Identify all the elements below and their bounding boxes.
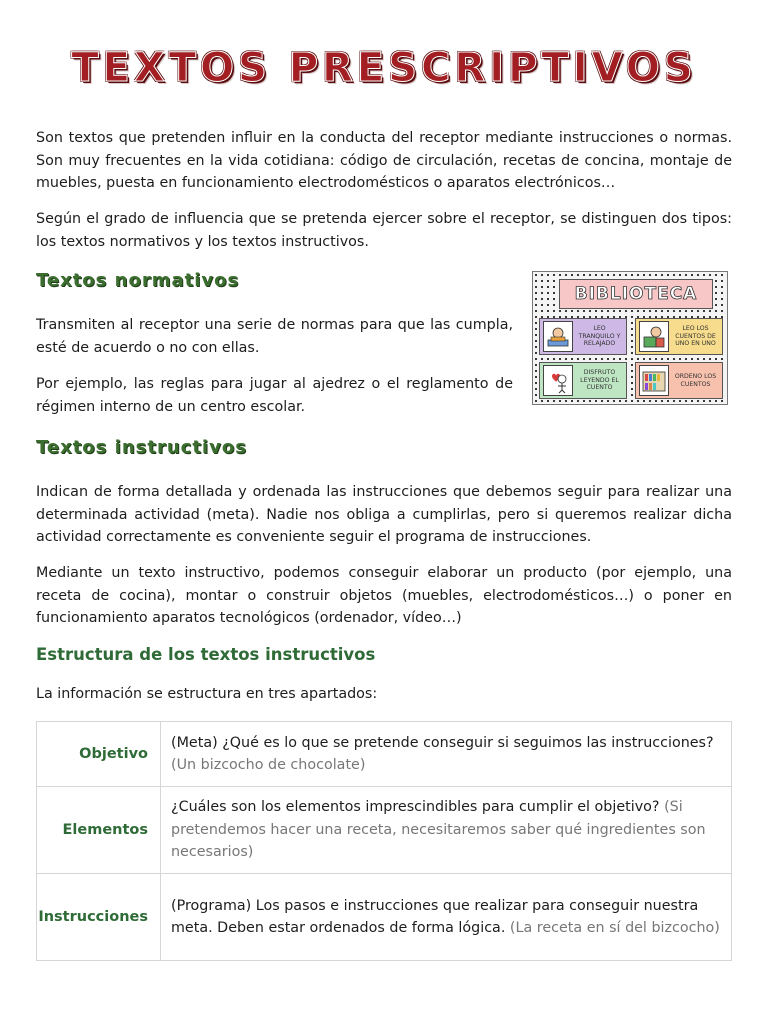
normativos-paragraph-2: Por ejemplo, las reglas para jugar al ajedrez o el reglamento de régimen interno de un centro escolar.: [36, 376, 513, 415]
table-row: [37, 722, 732, 787]
page-title: TEXTOS PRESCRIPTIVOS: [71, 45, 697, 91]
bookshelf-icon: [639, 365, 669, 396]
section-heading-normativos: Textos normativos: [36, 270, 240, 291]
heart-child-icon: [543, 365, 573, 396]
table-row-label: Elementos: [37, 787, 161, 874]
intro-paragraph-1: Son textos que pretenden influir en la conducta del receptor mediante instrucciones o normas. Son muy frecuentes en la vida cotidiana: código de circulación, recetas de concina, montaje de muebles, puesta en funcionamiento electrodomésticos o aparatos electrónicos…: [36, 130, 732, 191]
library-card-1: [539, 318, 627, 355]
library-banner: [559, 279, 713, 309]
section-heading-instructivos: Textos instructivos: [36, 437, 247, 458]
description-text: (Programa) Los pasos e instrucciones que realizar para conseguir nuestra meta. Deben estar ordenados de forma lógica.: [171, 897, 699, 936]
book-child-icon: [639, 321, 669, 352]
reading-child-icon: [543, 321, 573, 352]
table-row: [37, 787, 732, 874]
intro-paragraph-2: Según el grado de influencia que se pretenda ejercer sobre el receptor, se distinguen dos tipos: los textos normativos y los textos instructivos.: [36, 211, 732, 250]
structure-table: [36, 721, 732, 961]
subsection-heading-estructura: Estructura de los textos instructivos: [36, 645, 376, 664]
library-card-2-caption: LEO LOS CUENTOS DE UNO EN UNO: [675, 325, 716, 348]
instructivos-paragraph-1: Indican de forma detallada y ordenada las instrucciones que debemos seguir para realizar una determinada actividad (meta). Nadie nos obliga a cumplirlas, pero si queremos realizar dicha actividad correctamente es conveniente seguir el programa de instrucciones.: [36, 484, 732, 545]
table-row-label: Instrucciones: [37, 874, 161, 961]
library-card-3-caption: DISFRUTO LEYENDO EL CUENTO: [580, 369, 619, 392]
description-text: ¿Cuáles son los elementos imprescindibles para cumplir el objetivo?: [171, 799, 665, 816]
library-card-3: [539, 362, 627, 399]
table-row-description: [161, 722, 732, 787]
description-text: (Meta) ¿Qué es lo que se pretende conseguir si seguimos las instrucciones?: [171, 734, 714, 751]
table-row-description: [161, 787, 732, 874]
table-row-description: [161, 874, 732, 961]
library-banner-text: BIBLIOTECA: [574, 284, 698, 304]
normativos-paragraph-1: Transmiten al receptor una serie de normas para que las cumpla, esté de acuerdo o no con ellas.: [36, 317, 513, 356]
table-row: [37, 874, 732, 961]
description-example: (Un bizcocho de chocolate): [171, 757, 366, 773]
library-card-4: [635, 362, 723, 399]
estructura-intro: La información se estructura en tres apartados:: [36, 686, 378, 702]
library-card-1-caption: LEO TRANQUILO Y RELAJADO: [578, 325, 621, 348]
table-row-label: Objetivo: [37, 722, 161, 787]
description-example: (La receta en sí del bizcocho): [509, 920, 720, 936]
library-card-2: [635, 318, 723, 355]
description-example: (Si pretendemos hacer una receta, necesitaremos saber qué ingredientes son necesarios): [171, 799, 706, 861]
instructivos-paragraph-2: Mediante un texto instructivo, podemos conseguir elaborar un producto (por ejemplo, una receta de cocina), montar o construir objetos (muebles, electrodomésticos…) o poner en funcionamiento aparatos tecnológicos (ordenador, vídeo…): [36, 565, 732, 626]
library-rules-illustration: [532, 271, 728, 405]
library-card-4-caption: ORDENO LOS CUENTOS: [674, 373, 717, 388]
